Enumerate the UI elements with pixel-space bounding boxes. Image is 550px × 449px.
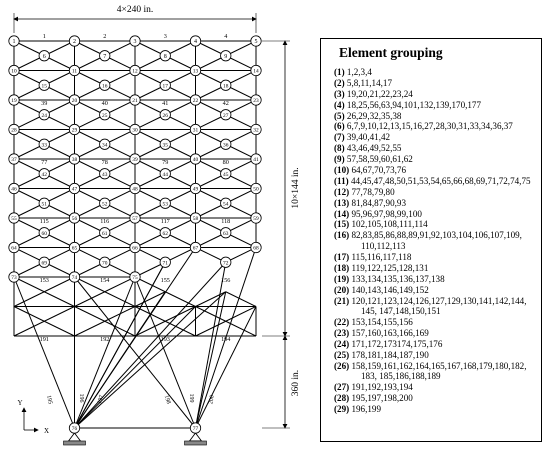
leg-element-label: 199 bbox=[188, 393, 194, 403]
element-label: 153 bbox=[39, 277, 49, 284]
truss-member bbox=[44, 321, 74, 336]
truss-member bbox=[75, 292, 166, 428]
node-label: 65 bbox=[71, 245, 78, 252]
group-members: 196,199 bbox=[351, 404, 381, 415]
group-id: (17) bbox=[334, 251, 350, 262]
truss-member bbox=[196, 307, 257, 429]
node-label: 26 bbox=[162, 112, 168, 119]
group-id: (27) bbox=[334, 382, 350, 393]
element-label: 117 bbox=[160, 218, 170, 225]
group-id: (25) bbox=[334, 349, 350, 360]
node-label: 63 bbox=[223, 230, 229, 237]
element-label: 118 bbox=[221, 218, 231, 225]
group-id: (4) bbox=[334, 99, 345, 110]
node-label: 73 bbox=[11, 275, 17, 282]
pin-support bbox=[69, 433, 81, 441]
group-members: 102,105,108,111,114 bbox=[351, 219, 428, 230]
element-grouping-panel bbox=[320, 38, 542, 442]
group-id: (5) bbox=[334, 110, 345, 121]
group-row bbox=[329, 143, 533, 154]
node-label: 6 bbox=[42, 53, 46, 60]
group-members: 191,192,193,194 bbox=[351, 382, 413, 393]
node-label: 75 bbox=[132, 275, 138, 282]
group-id: (24) bbox=[334, 338, 350, 349]
group-members: 95,96,97,98,99,100 bbox=[351, 208, 422, 219]
pin-support bbox=[190, 433, 202, 441]
node-label: 69 bbox=[41, 260, 47, 267]
group-id: (6) bbox=[334, 121, 345, 132]
group-id: (7) bbox=[334, 132, 345, 143]
node-label: 21 bbox=[132, 98, 138, 105]
group-id: (14) bbox=[334, 208, 350, 219]
group-row bbox=[329, 361, 533, 382]
node-label: 60 bbox=[41, 230, 47, 237]
group-members: 158,159,161,162,164,165,167,168,179,180,182, 183, 185,186,188,189 bbox=[351, 360, 527, 382]
group-row bbox=[329, 350, 533, 361]
group-members: 18,25,56,63,94,101,132,139,170,177 bbox=[346, 99, 482, 110]
node-label: 59 bbox=[253, 216, 259, 223]
group-members: 26,29,32,35,38 bbox=[346, 110, 402, 121]
group-id: (12) bbox=[334, 186, 350, 197]
group-id: (11) bbox=[334, 175, 349, 186]
node-label: 43 bbox=[102, 171, 108, 178]
node-label: 16 bbox=[102, 83, 108, 90]
group-row bbox=[329, 252, 533, 263]
group-row bbox=[329, 154, 533, 165]
group-row bbox=[329, 132, 533, 143]
node-label: 7 bbox=[103, 53, 107, 60]
group-row bbox=[329, 111, 533, 122]
truss-member bbox=[226, 321, 256, 336]
group-members: 157,160,163,166,169 bbox=[351, 328, 429, 338]
node-label: 57 bbox=[132, 216, 138, 223]
node-label: 71 bbox=[162, 260, 168, 267]
element-label: 156 bbox=[221, 277, 231, 284]
node-label: 44 bbox=[162, 171, 168, 178]
group-id: (18) bbox=[334, 262, 350, 273]
truss-member bbox=[75, 321, 105, 336]
group-row bbox=[329, 328, 533, 339]
truss-member bbox=[226, 307, 256, 322]
node-label: 50 bbox=[253, 186, 259, 193]
element-label: 42 bbox=[222, 100, 229, 107]
node-label: 45 bbox=[223, 171, 229, 178]
group-id: (26) bbox=[334, 360, 350, 371]
y-axis-label: Y bbox=[17, 399, 23, 407]
node-label: 38 bbox=[71, 157, 78, 164]
group-members: 5,8,11,14,17 bbox=[346, 77, 393, 88]
element-label: 191 bbox=[39, 336, 49, 343]
group-id: (9) bbox=[334, 154, 345, 165]
group-members: 140,143,146,149,152 bbox=[351, 284, 429, 295]
node-label: 70 bbox=[102, 260, 108, 267]
element-label: 40 bbox=[101, 100, 108, 107]
group-row bbox=[329, 198, 533, 209]
group-members: 178,181,184,187,190 bbox=[351, 349, 429, 360]
truss-member bbox=[75, 277, 136, 428]
node-label: 10 bbox=[11, 68, 17, 75]
node-label: 29 bbox=[71, 127, 78, 134]
group-members: 43,46,49,52,55 bbox=[346, 143, 402, 154]
group-row bbox=[329, 339, 533, 350]
group-row bbox=[329, 78, 533, 89]
group-members: 57,58,59,60,61,62 bbox=[346, 154, 413, 165]
node-label: 42 bbox=[41, 171, 47, 178]
node-label: 31 bbox=[192, 127, 199, 134]
truss-member bbox=[75, 292, 105, 307]
height-label: 10×144 in. bbox=[291, 167, 301, 209]
node-label: 41 bbox=[253, 157, 259, 164]
node-label: 51 bbox=[41, 201, 47, 208]
node-label: 33 bbox=[41, 142, 47, 149]
node-label: 66 bbox=[132, 245, 138, 252]
truss-member bbox=[14, 292, 44, 307]
element-label: 80 bbox=[222, 159, 229, 166]
ground-hatch bbox=[185, 441, 207, 445]
node-label: 40 bbox=[192, 157, 199, 164]
node-label: 14 bbox=[253, 68, 259, 75]
node-label: 47 bbox=[71, 186, 78, 193]
element-label: 79 bbox=[162, 159, 169, 166]
group-members: 77,78,79,80 bbox=[351, 186, 395, 197]
node-label: 54 bbox=[223, 201, 229, 208]
group-row bbox=[329, 67, 533, 78]
truss-member bbox=[135, 277, 196, 428]
group-id: (21) bbox=[334, 295, 350, 306]
group-id: (10) bbox=[334, 165, 350, 176]
node-label: 39 bbox=[132, 157, 138, 164]
truss-member bbox=[44, 292, 74, 307]
node-label: 30 bbox=[132, 127, 138, 134]
group-row bbox=[329, 89, 533, 100]
node-label: 8 bbox=[163, 53, 167, 60]
truss-member bbox=[196, 292, 226, 307]
node-label: 27 bbox=[223, 112, 229, 119]
node-label: 49 bbox=[192, 186, 199, 193]
group-row bbox=[329, 404, 533, 415]
group-row bbox=[329, 317, 533, 328]
node-label: 9 bbox=[224, 53, 228, 60]
group-members: 133,134,135,136,137,138 bbox=[351, 273, 445, 284]
group-row bbox=[329, 382, 533, 393]
node-label: 28 bbox=[11, 127, 17, 134]
group-id: (16) bbox=[334, 230, 350, 241]
legend-title: Element grouping bbox=[339, 45, 443, 60]
group-id: (29) bbox=[334, 404, 350, 415]
truss-member bbox=[165, 307, 195, 322]
group-row bbox=[329, 285, 533, 296]
node-label: 4 bbox=[194, 39, 197, 46]
group-row bbox=[329, 100, 533, 111]
x-axis-label: X bbox=[44, 427, 50, 435]
node-label: 77 bbox=[192, 426, 199, 433]
group-members: 82,83,85,86,88,89,91,92,103,104,106,107,109, 110,112,113 bbox=[351, 230, 522, 252]
group-row bbox=[329, 230, 533, 251]
element-label: 115 bbox=[39, 218, 49, 225]
group-members: 120,121,123,124,126,127,129,130,141,142,144, 145, 147,148,150,151 bbox=[351, 295, 527, 317]
node-label: 67 bbox=[192, 245, 199, 252]
group-id: (28) bbox=[334, 393, 350, 404]
node-label: 18 bbox=[223, 83, 229, 90]
group-members: 119,122,125,128,131 bbox=[351, 262, 429, 273]
node-label: 12 bbox=[132, 68, 138, 75]
group-id: (20) bbox=[334, 284, 350, 295]
group-members: 115,116,117,118 bbox=[351, 251, 412, 262]
group-id: (23) bbox=[334, 328, 350, 338]
leg-element-label: 200 bbox=[208, 394, 216, 405]
node-label: 46 bbox=[11, 186, 17, 193]
group-row bbox=[329, 165, 533, 176]
group-members: 153,154,155,156 bbox=[351, 317, 413, 328]
supports bbox=[64, 433, 207, 445]
element-label: 154 bbox=[100, 277, 110, 284]
group-row bbox=[329, 274, 533, 285]
group-id: (3) bbox=[334, 88, 345, 99]
group-row bbox=[329, 187, 533, 198]
node-label: 52 bbox=[102, 201, 108, 208]
group-members: 171,172,173174,175,176 bbox=[351, 338, 443, 349]
node-label: 1 bbox=[12, 39, 16, 46]
node-label: 23 bbox=[253, 98, 259, 105]
element-label: 2 bbox=[103, 33, 107, 40]
node-label: 36 bbox=[223, 142, 229, 149]
group-id: (22) bbox=[334, 317, 350, 328]
group-members: 44,45,47,48,50,51,53,54,65,66,68,69,71,72,74,75 bbox=[350, 175, 531, 186]
node-label: 37 bbox=[11, 157, 17, 164]
element-label: 77 bbox=[41, 159, 48, 166]
node-label: 68 bbox=[253, 245, 259, 252]
leg-element-label: 196 bbox=[78, 393, 84, 403]
node-label: 25 bbox=[102, 112, 108, 119]
node-label: 35 bbox=[162, 142, 168, 149]
ground-hatch bbox=[64, 441, 86, 445]
truss-member bbox=[165, 292, 195, 307]
node-label: 20 bbox=[71, 98, 78, 105]
node-label: 24 bbox=[41, 112, 47, 119]
node-label: 48 bbox=[132, 186, 138, 193]
element-label: 39 bbox=[41, 100, 48, 107]
element-label: 192 bbox=[100, 336, 110, 343]
node-label: 76 bbox=[71, 426, 78, 433]
leg-height-label: 360 in. bbox=[291, 369, 301, 397]
truss-member bbox=[44, 307, 74, 322]
node-label: 53 bbox=[162, 201, 168, 208]
group-row bbox=[329, 176, 533, 187]
node-label: 15 bbox=[41, 83, 47, 90]
truss-member bbox=[196, 292, 226, 428]
leg-element-label: 198 bbox=[162, 394, 172, 405]
group-members: 39,40,41,42 bbox=[346, 132, 391, 143]
node-label: 72 bbox=[223, 260, 229, 267]
node-label: 58 bbox=[192, 216, 199, 223]
group-id: (2) bbox=[334, 77, 345, 88]
element-label: 194 bbox=[221, 336, 231, 343]
group-members: 81,84,87,90,93 bbox=[351, 197, 406, 208]
node-label: 61 bbox=[102, 230, 108, 237]
node-label: 74 bbox=[71, 275, 78, 282]
leg-element-label: 195 bbox=[45, 394, 53, 405]
node-label: 3 bbox=[133, 39, 137, 46]
group-id: (19) bbox=[334, 273, 350, 284]
element-label: 1 bbox=[42, 33, 46, 40]
node-label: 62 bbox=[162, 230, 168, 237]
node-label: 64 bbox=[11, 245, 17, 252]
node-label: 55 bbox=[11, 216, 17, 223]
width-label: 4×240 in. bbox=[116, 5, 154, 15]
element-label: 4 bbox=[224, 33, 228, 40]
element-label: 116 bbox=[100, 218, 110, 225]
truss-member bbox=[14, 321, 44, 336]
node-label: 32 bbox=[253, 127, 259, 134]
truss-member bbox=[196, 321, 226, 336]
node-label: 11 bbox=[71, 68, 78, 75]
leg-element-label: 197 bbox=[96, 394, 106, 405]
node-label: 34 bbox=[102, 142, 108, 149]
group-id: (8) bbox=[334, 143, 345, 154]
node-label: 56 bbox=[71, 216, 78, 223]
truss-member bbox=[14, 277, 75, 428]
group-members: 64,67,70,73,76 bbox=[351, 165, 406, 176]
group-id: (15) bbox=[334, 219, 350, 230]
element-label: 155 bbox=[160, 277, 170, 284]
group-row bbox=[329, 296, 533, 317]
group-members: 19,20,21,22,23,24 bbox=[346, 88, 413, 99]
group-members: 195,197,198,200 bbox=[351, 393, 413, 404]
element-label: 41 bbox=[162, 100, 169, 107]
element-label: 3 bbox=[163, 33, 167, 40]
group-row bbox=[329, 393, 533, 404]
truss-member bbox=[105, 307, 135, 322]
node-label: 2 bbox=[73, 39, 76, 46]
group-members: 6,7,9,10,12,13,15,16,27,28,30,31,33,34,36,37 bbox=[346, 121, 513, 132]
truss-member bbox=[75, 262, 166, 428]
group-row bbox=[329, 219, 533, 230]
node-label: 17 bbox=[162, 83, 168, 90]
node-label: 13 bbox=[192, 68, 199, 75]
element-label: 78 bbox=[101, 159, 108, 166]
node-label: 5 bbox=[254, 39, 258, 46]
group-row bbox=[329, 209, 533, 220]
group-row bbox=[329, 263, 533, 274]
node-label: 19 bbox=[11, 98, 17, 105]
element-label: 193 bbox=[160, 336, 170, 343]
group-row bbox=[329, 121, 533, 132]
group-members: 1,2,3,4 bbox=[346, 67, 372, 77]
group-id: (1) bbox=[334, 67, 345, 77]
group-id: (13) bbox=[334, 197, 350, 208]
truss-member bbox=[75, 292, 226, 428]
node-label: 22 bbox=[192, 98, 199, 105]
truss-member bbox=[105, 292, 135, 307]
